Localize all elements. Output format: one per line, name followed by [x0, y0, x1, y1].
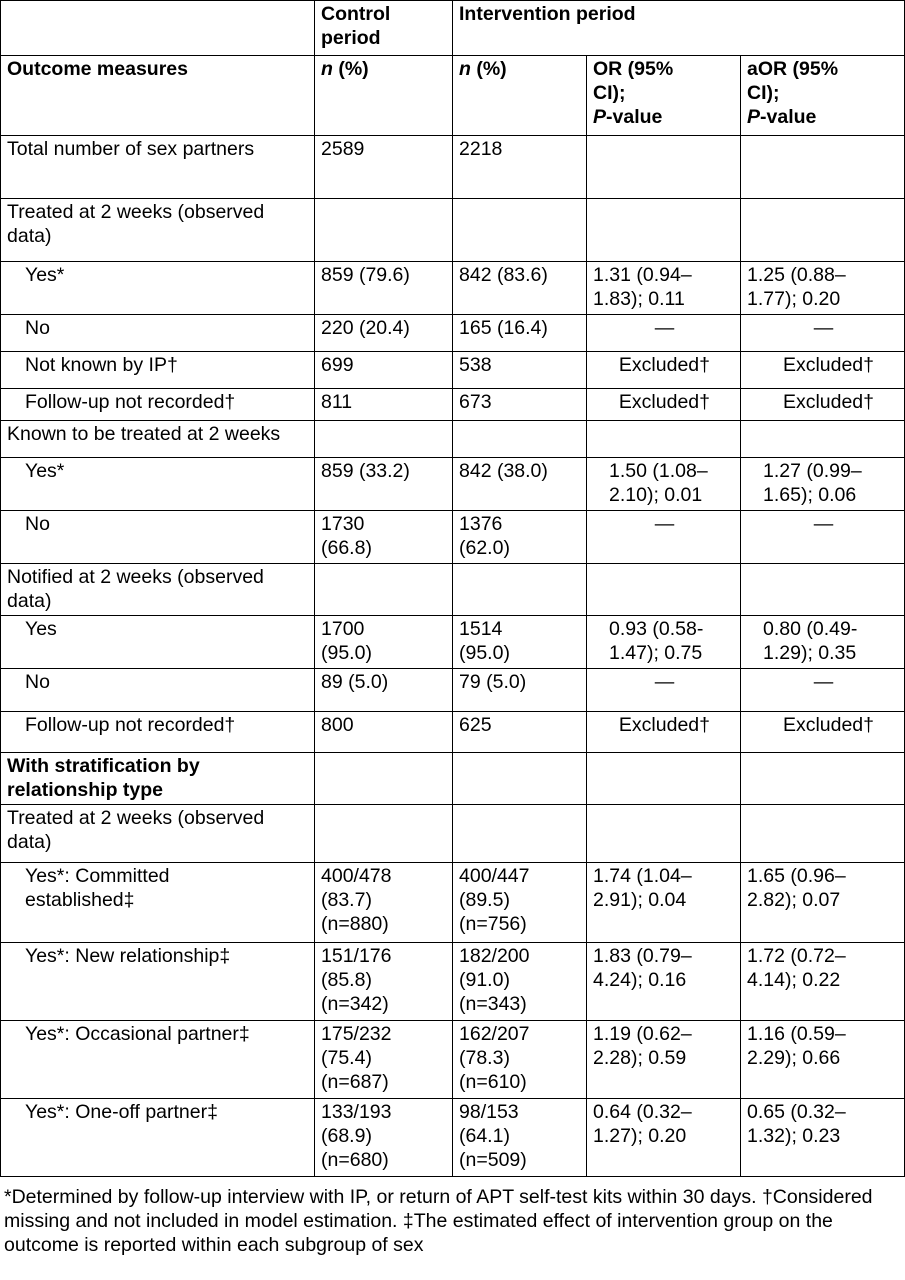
control-value: 1730 (66.8): [315, 511, 453, 564]
or-value: Excluded†: [587, 712, 741, 753]
control-value: 859 (79.6): [315, 262, 453, 315]
or-label: OR (95% CI);: [593, 58, 674, 104]
or-value: —: [587, 511, 741, 564]
intervention-value: [453, 564, 587, 616]
intervention-value: 400/447 (89.5) (n=756): [453, 863, 587, 943]
table-row: [1, 136, 905, 199]
row-label: Yes*: New relationship‡: [1, 943, 315, 1021]
table-row: [1, 669, 905, 712]
row-label: Known to be treated at 2 weeks: [1, 421, 315, 458]
aor-value: [741, 564, 905, 616]
aor-label: aOR (95% CI);: [747, 58, 839, 104]
control-value: [315, 805, 453, 863]
or-value: 1.19 (0.62– 2.28); 0.59: [587, 1021, 741, 1099]
intervention-value: 79 (5.0): [453, 669, 587, 712]
intervention-value: [453, 199, 587, 262]
row-label: Notified at 2 weeks (observed data): [1, 564, 315, 616]
control-value: [315, 564, 453, 616]
table-row: [1, 352, 905, 389]
control-value: 175/232 (75.4) (n=687): [315, 1021, 453, 1099]
or-value: [587, 199, 741, 262]
table-row: [1, 458, 905, 511]
control-value: 151/176 (85.8) (n=342): [315, 943, 453, 1021]
row-label: No: [1, 315, 315, 352]
control-value: [315, 753, 453, 805]
header-intervention-n: [453, 56, 587, 136]
or-value: 0.64 (0.32– 1.27); 0.20: [587, 1099, 741, 1177]
row-label: No: [1, 511, 315, 564]
control-value: 400/478 (83.7) (n=880): [315, 863, 453, 943]
row-label: Yes*: Occasional partner‡: [1, 1021, 315, 1099]
aor-value: [741, 753, 905, 805]
header-outcome-measures: Outcome measures: [1, 56, 315, 136]
intervention-value: 165 (16.4): [453, 315, 587, 352]
intervention-value: 162/207 (78.3) (n=610): [453, 1021, 587, 1099]
table-row: [1, 564, 905, 616]
row-label: Yes*: One-off partner‡: [1, 1099, 315, 1177]
row-label: Yes*: [1, 262, 315, 315]
aor-value: [741, 199, 905, 262]
row-label: Total number of sex partners: [1, 136, 315, 199]
row-label: Follow-up not recorded†: [1, 389, 315, 421]
aor-value: Excluded†: [741, 389, 905, 421]
row-label: Yes: [1, 616, 315, 669]
control-value: 133/193 (68.9) (n=680): [315, 1099, 453, 1177]
aor-value: [741, 136, 905, 199]
control-value: [315, 421, 453, 458]
table-row: [1, 863, 905, 943]
table-row: [1, 1099, 905, 1177]
control-value: 859 (33.2): [315, 458, 453, 511]
intervention-value: 182/200 (91.0) (n=343): [453, 943, 587, 1021]
control-value: 1700 (95.0): [315, 616, 453, 669]
table-row: [1, 753, 905, 805]
or-value: 1.74 (1.04– 2.91); 0.04: [587, 863, 741, 943]
p-value-label: -value: [606, 106, 663, 128]
or-value: [587, 421, 741, 458]
or-value: 1.50 (1.08– 2.10); 0.01: [587, 458, 741, 511]
percent-label: (%): [332, 58, 369, 80]
intervention-value: 98/153 (64.1) (n=509): [453, 1099, 587, 1177]
control-value: 800: [315, 712, 453, 753]
table-row: [1, 389, 905, 421]
row-label: Treated at 2 weeks (observed data): [1, 805, 315, 863]
control-value: 2589: [315, 136, 453, 199]
or-value: Excluded†: [587, 352, 741, 389]
aor-value: 1.27 (0.99– 1.65); 0.06: [741, 458, 905, 511]
aor-value: 1.65 (0.96– 2.82); 0.07: [741, 863, 905, 943]
or-value: [587, 564, 741, 616]
header-row-columns: [1, 56, 905, 136]
intervention-value: [453, 753, 587, 805]
or-value: [587, 136, 741, 199]
intervention-value: 673: [453, 389, 587, 421]
header-or: [587, 56, 741, 136]
table-row: [1, 712, 905, 753]
table-footnote: *Determined by follow-up interview with IP, or return of APT self-test kits within 30 days. †Considered missing and not included in model estimation. ‡The estimated effect of intervention group on the outcome is reported within each subgroup of sex: [4, 1186, 873, 1256]
aor-value: 1.16 (0.59– 2.29); 0.66: [741, 1021, 905, 1099]
control-value: 811: [315, 389, 453, 421]
or-value: —: [587, 669, 741, 712]
or-value: [587, 753, 741, 805]
header-intervention-period: Intervention period: [453, 1, 905, 56]
header-aor: [741, 56, 905, 136]
intervention-value: 842 (83.6): [453, 262, 587, 315]
header-control-n: [315, 56, 453, 136]
percent-label: (%): [470, 58, 507, 80]
aor-value: 0.80 (0.49- 1.29); 0.35: [741, 616, 905, 669]
aor-value: [741, 421, 905, 458]
intervention-value: [453, 421, 587, 458]
intervention-value: 1376 (62.0): [453, 511, 587, 564]
table-row: [1, 1021, 905, 1099]
p-symbol: P: [593, 106, 607, 128]
header-control-period: Control period: [315, 1, 453, 56]
or-value: 1.83 (0.79– 4.24); 0.16: [587, 943, 741, 1021]
aor-value: 0.65 (0.32– 1.32); 0.23: [741, 1099, 905, 1177]
or-value: 0.93 (0.58- 1.47); 0.75: [587, 616, 741, 669]
table-row: [1, 805, 905, 863]
control-value: 220 (20.4): [315, 315, 453, 352]
control-value: 699: [315, 352, 453, 389]
control-value: 89 (5.0): [315, 669, 453, 712]
or-value: Excluded†: [587, 389, 741, 421]
or-value: [587, 805, 741, 863]
n-symbol: n: [459, 58, 471, 80]
p-symbol: P: [747, 106, 761, 128]
aor-value: 1.25 (0.88– 1.77); 0.20: [741, 262, 905, 315]
intervention-value: [453, 805, 587, 863]
row-label: Treated at 2 weeks (observed data): [1, 199, 315, 262]
table-row: [1, 262, 905, 315]
intervention-value: 1514 (95.0): [453, 616, 587, 669]
row-label: No: [1, 669, 315, 712]
intervention-value: 625: [453, 712, 587, 753]
or-value: —: [587, 315, 741, 352]
aor-value: —: [741, 669, 905, 712]
aor-value: —: [741, 315, 905, 352]
table-row: [1, 421, 905, 458]
aor-value: Excluded†: [741, 352, 905, 389]
table-row: [1, 616, 905, 669]
or-value: 1.31 (0.94– 1.83); 0.11: [587, 262, 741, 315]
aor-value: [741, 805, 905, 863]
table-row: [1, 511, 905, 564]
header-row-periods: [1, 1, 905, 56]
table-row: [1, 199, 905, 262]
row-label: With stratification by relationship type: [1, 753, 315, 805]
p-value-label: -value: [760, 106, 817, 128]
header-blank-cell: [1, 1, 315, 56]
intervention-value: 538: [453, 352, 587, 389]
n-symbol: n: [321, 58, 333, 80]
row-label: Yes*: [1, 458, 315, 511]
intervention-value: 2218: [453, 136, 587, 199]
table-row: [1, 315, 905, 352]
aor-value: 1.72 (0.72– 4.14); 0.22: [741, 943, 905, 1021]
row-label: Not known by IP†: [1, 352, 315, 389]
aor-value: —: [741, 511, 905, 564]
table-row: [1, 943, 905, 1021]
intervention-value: 842 (38.0): [453, 458, 587, 511]
aor-value: Excluded†: [741, 712, 905, 753]
row-label: Yes*: Committed established‡: [1, 863, 315, 943]
row-label: Follow-up not recorded†: [1, 712, 315, 753]
control-value: [315, 199, 453, 262]
